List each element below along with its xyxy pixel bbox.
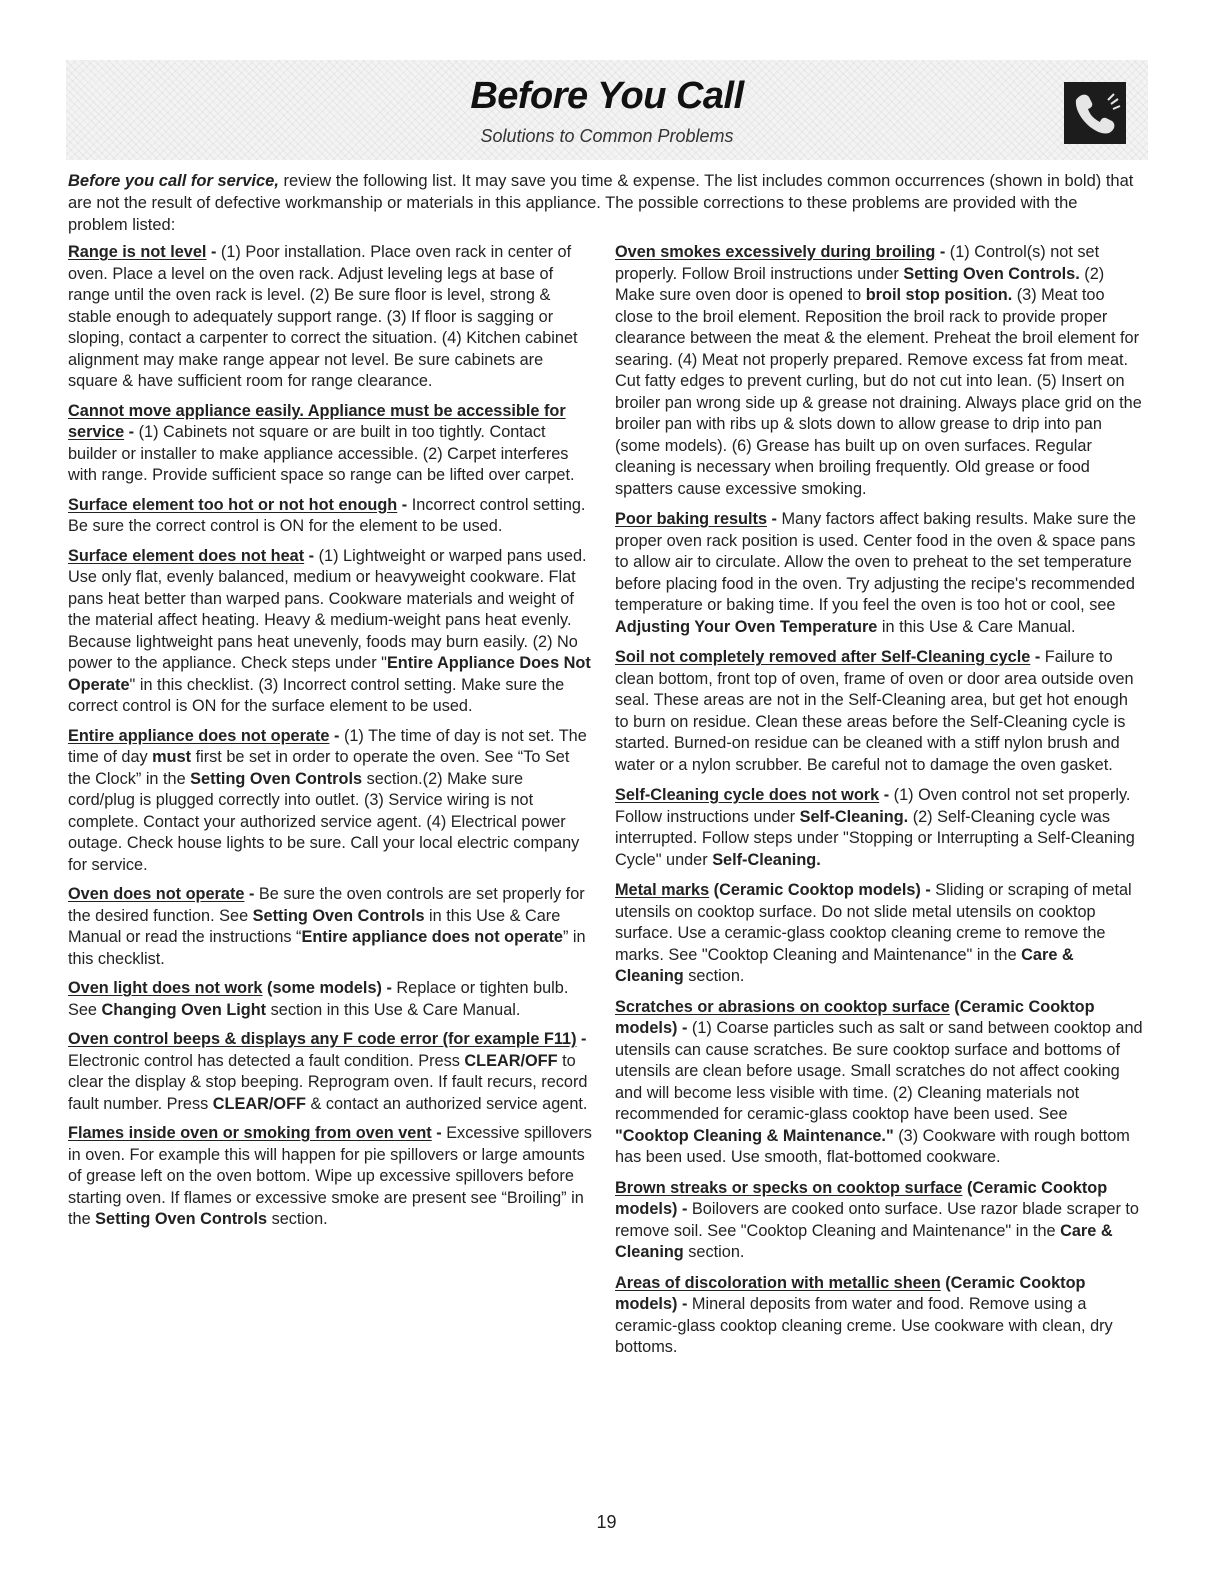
entry-text: Excessive spillovers in oven. For example this will happen for pie spillovers or large amounts of grease left on the oven bottom. Wipe up excessive spillovers before starting oven. If flames or excessive smoke are present see “Broiling” in the — [68, 1124, 592, 1228]
problem-entry-range-not-level — [68, 242, 592, 393]
emphasis-text: - — [304, 546, 319, 565]
emphasis-text: - — [935, 243, 950, 261]
entry-text: section. — [683, 967, 745, 985]
problem-entry-metal-marks — [615, 880, 1145, 988]
problem-heading: Surface element too hot or not hot enough — [68, 495, 398, 514]
emphasis-text: - — [879, 786, 894, 804]
emphasis-text: - — [206, 243, 221, 261]
emphasis-text: - — [1030, 648, 1045, 666]
left-column — [68, 242, 592, 1239]
entry-text: " in this checklist. (3) Incorrect control setting. Make sure the correct control is ON for the surface element to be used. — [68, 675, 565, 715]
entry-text: section. — [683, 1243, 745, 1261]
page-number: 19 — [596, 1512, 617, 1532]
problem-entry-oven-smokes-broiling — [615, 242, 1145, 500]
problem-entry-brown-streaks — [615, 1178, 1145, 1264]
emphasis-text: Setting Oven Controls. — [903, 264, 1080, 283]
problem-heading: Entire appliance does not operate — [68, 726, 330, 745]
emphasis-text: Adjusting Your Oven Temperature — [615, 617, 878, 636]
problem-entry-surface-element-no-heat — [68, 546, 592, 718]
problem-entry-poor-baking-results — [615, 509, 1145, 638]
emphasis-text: - — [329, 726, 344, 745]
entry-text: (1) Oven control not set properly. Follow instructions under — [615, 786, 1131, 826]
emphasis-text: Care & Cleaning — [615, 945, 1074, 985]
entry-text: (1) Control(s) not set properly. Follow Broil instructions under — [615, 243, 1100, 283]
entry-text: Boilovers are cooked onto surface. Use razor blade scraper to remove soil. See "Cooktop Cleaning and Maintenance" in the — [615, 1200, 1139, 1240]
emphasis-text: Setting Oven Controls — [190, 769, 363, 788]
emphasis-text: - — [244, 885, 259, 903]
entry-text: in this Use & Care Manual or read the instructions “ — [68, 906, 561, 946]
problem-heading: Metal marks — [615, 881, 710, 899]
phone-handset-icon — [1064, 82, 1126, 144]
entry-text: (1) Lightweight or warped pans used. Use only flat, evenly balanced, medium or heavyweight cookware. Flat pans heat better than warped pans. Cookware materials and weight of the material affect heating. Heavy & medium-weight pans heat evenly. Because lightweight pans heat unevenly, foods may burn easily. (2) No power to the appliance. Check steps under " — [68, 546, 587, 672]
emphasis-text: Care & Cleaning — [615, 1221, 1113, 1261]
emphasis-text: - — [576, 1030, 587, 1048]
emphasis-text: (Ceramic Cooktop models) - — [709, 881, 936, 899]
problem-entry-oven-light-not-work — [68, 978, 592, 1021]
entry-text: (3) Meat too close to the broil element. Reposition the broil rack to provide proper clearance between the meat & the element. Preheat the broil element for searing. (4) Meat not properly prepared. Remove excess fat from meat. Cut fatty edges to prevent curling, but do not cut into lean. (5) Insert on broiler pan wrong side up & grease not draining. Always place grid on the broiler pan with ribs up & slots down to allow grease to drip into pan (some models). (6) Grease has built up on oven surfaces. Regular cleaning is necessary when broiling frequently. Old grease or food spatters cause excessive smoking. — [615, 286, 1142, 498]
problem-heading: Oven does not operate — [68, 885, 245, 903]
entry-text: (3) Cookware with rough bottom has been used. Use smooth, flat-bottomed cookware. — [615, 1126, 1130, 1166]
intro-paragraph — [68, 170, 1140, 236]
emphasis-text: - — [767, 510, 782, 528]
entry-text: (2) Self-Cleaning cycle was interrupted. Follow steps under "Stopping or Interrupting a Self-Cleaning Cycle" under — [615, 807, 1135, 869]
problem-entry-soil-not-removed — [615, 647, 1145, 776]
emphasis-text: Setting Oven Controls — [95, 1210, 268, 1228]
problem-heading: Range is not level — [68, 243, 207, 261]
problem-heading: Soil not completely removed after Self-Cleaning cycle — [615, 648, 1031, 666]
problem-heading: Scratches or abrasions on cooktop surface — [615, 997, 950, 1016]
header-banner — [66, 60, 1148, 160]
problem-entry-oven-control-beeps — [68, 1029, 592, 1115]
entry-text: in this Use & Care Manual. — [877, 617, 1076, 636]
entry-text: section in this Use & Care Manual. — [266, 1000, 521, 1019]
entry-text: Incorrect control setting. Be sure the correct control is ON for the element to be used. — [68, 495, 586, 535]
problem-heading: Brown streaks or specks on cooktop surface — [615, 1178, 963, 1197]
emphasis-text: - — [397, 495, 412, 514]
problem-heading: Oven smokes excessively during broiling — [615, 243, 936, 261]
problem-heading: Flames inside oven or smoking from oven vent — [68, 1124, 432, 1142]
problem-entry-flames-inside-oven — [68, 1123, 592, 1231]
entry-text: (1) Coarse particles such as salt or sand between cooktop and utensils can cause scratches. Be sure cooktop surface and bottoms of utensils are clean before usage. Small scratches do not affect cooking and will become less visible with time. (2) Cleaning materials not recommended for ceramic-glass cooktop have been used. See — [615, 1019, 1143, 1123]
problem-entry-entire-appliance-not-operate — [68, 726, 592, 877]
emphasis-text: (Ceramic Cooktop models) - — [615, 1178, 1108, 1218]
emphasis-text: Self-Cleaning. — [712, 850, 821, 869]
emphasis-text: Self-Cleaning. — [799, 807, 909, 826]
problem-entry-self-cleaning-not-work — [615, 785, 1145, 871]
emphasis-text: broil stop position. — [865, 286, 1013, 304]
emphasis-text: Entire appliance does not operate — [301, 928, 563, 946]
entry-text: (1) Poor installation. Place oven rack in center of oven. Place a level on the oven rack. Adjust leveling legs at base of range until the oven rack is level. (2) Be sure floor is level, strong & stable enough to adequately support range. (3) If floor is sagging or sloping, contact a carpenter to correct the situation. (4) Kitchen cabinet alignment may make range appear not level. Be sure cabinets are square & have sufficient room for range clearance. — [68, 243, 578, 390]
emphasis-text: Changing Oven Light — [101, 1000, 267, 1019]
problem-heading: Areas of discoloration with metallic sheen — [615, 1273, 941, 1292]
entry-text: section.(2) Make sure cord/plug is plugged correctly into outlet. (3) Service wiring is not complete. Contact your authorized service agent. (4) Electrical power outage. Check house lights to be sure. Call your local electric company for service. — [68, 769, 580, 874]
problem-entry-surface-element-too-hot — [68, 495, 592, 538]
problem-entry-scratches-abrasions — [615, 997, 1145, 1169]
emphasis-text: - — [124, 423, 139, 441]
problem-heading: Oven control beeps & displays any F code error (for example F11) — [68, 1030, 577, 1048]
emphasis-text: (some models) - — [262, 979, 397, 997]
emphasis-text: (Ceramic Cooktop models) - — [615, 997, 1095, 1037]
entry-text: Electronic control has detected a fault condition. Press — [68, 1051, 465, 1070]
entry-text: ” in this checklist. — [68, 928, 586, 968]
right-column — [615, 242, 1145, 1368]
entry-text: Failure to clean bottom, front top of oven, frame of oven or door area outside oven seal. These areas are not in the Self-Cleaning area, but get hot enough to burn on residue. Clean these areas before the Self-Cleaning cycle is started. Burned-on residue can be cleaned with a stiff nylon brush and water or a nylon scrubber. Be careful not to damage the oven gasket. — [615, 648, 1134, 774]
problem-heading: Self-Cleaning cycle does not work — [615, 786, 880, 804]
emphasis-text: (Ceramic Cooktop models) - — [615, 1273, 1086, 1313]
entry-text: Replace or tighten bulb. See — [68, 979, 569, 1019]
entry-text: & contact an authorized service agent. — [305, 1094, 588, 1113]
problem-heading: Surface element does not heat — [68, 546, 305, 565]
entry-text: Mineral deposits from water and food. Remove using a ceramic-glass cooktop cleaning creme. Use cookware with clean, dry bottoms. — [615, 1295, 1113, 1356]
emphasis-text: Setting Oven Controls — [252, 906, 425, 925]
problem-entry-areas-discoloration — [615, 1273, 1145, 1359]
entry-text: Sliding or scraping of metal utensils on cooktop surface. Do not slide metal utensils on cooktop surface. Use a ceramic-glass cooktop cleaning creme to remove the marks. See "Cooktop Cleaning and Maintenance" in the — [615, 881, 1132, 964]
intro-text: review the following list. It may save you time & expense. The list includes common occurrences (shown in bold) that are not the result of defective workmanship or materials in this appliance. The possible corrections to these problems are provided with the problem listed: — [68, 172, 1134, 234]
entry-text: first be set in order to operate the oven. See “To Set the Clock” in the — [68, 748, 570, 788]
problem-heading: Oven light does not work — [68, 979, 263, 997]
problem-entry-oven-not-operate — [68, 884, 592, 970]
entry-text: section. — [267, 1210, 328, 1228]
problem-heading: Poor baking results — [615, 510, 767, 528]
entry-text: (2) Make sure oven door is opened to — [615, 264, 1105, 304]
problem-heading: Cannot move appliance easily. Appliance must be accessible for service — [68, 401, 566, 441]
emphasis-text: CLEAR/OFF — [464, 1051, 558, 1070]
emphasis-text: CLEAR/OFF — [212, 1094, 306, 1113]
entry-text: (1) The time of day is not set. The time of day — [68, 726, 587, 766]
entry-text: to clear the display & stop beeping. Reprogram oven. If fault recurs, record fault number. Press — [68, 1051, 588, 1113]
entry-text: Many factors affect baking results. Make sure the proper oven rack position is used. Center food in the oven & space pans to allow air to circulate. Allow the oven to preheat to the set temperature before placing food in the oven. Try adjusting the recipe's recommended temperature or baking time. If you feel the oven is too hot or cool, see — [615, 510, 1136, 614]
page-subtitle: Solutions to Common Problems — [480, 126, 734, 146]
page-title: Before You Call — [470, 75, 744, 117]
emphasis-text: must — [152, 748, 192, 766]
emphasis-text: "Cooktop Cleaning & Maintenance." — [615, 1126, 894, 1145]
entry-text: (1) Cabinets not square or are built in too tightly. Contact builder or installer to make appliance accessible. (2) Carpet interferes with range. Provide sufficient space so range can be lifted over carpet. — [68, 423, 575, 484]
problem-entry-cannot-move-appliance — [68, 401, 592, 487]
intro-lead: Before you call for service, — [68, 172, 279, 190]
emphasis-text: Entire Appliance Does Not Operate — [68, 654, 591, 694]
entry-text: Be sure the oven controls are set properly for the desired function. See — [68, 885, 585, 925]
emphasis-text: - — [431, 1124, 447, 1142]
